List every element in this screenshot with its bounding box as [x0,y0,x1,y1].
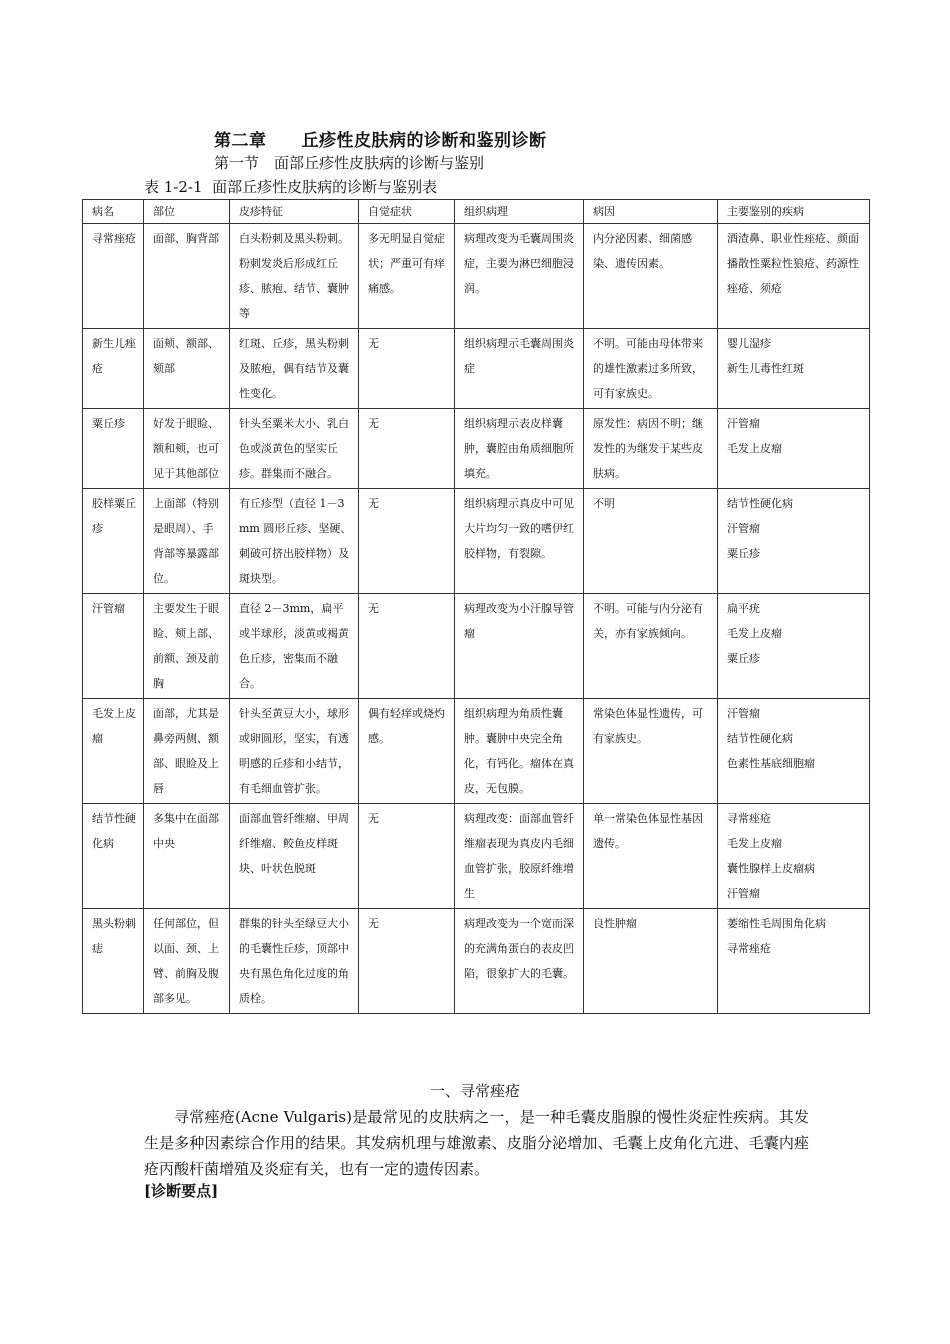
cell-pathology: 组织病理示真皮中可见大片均匀一致的嗜伊红胶样物，有裂隙。 [455,489,584,594]
differential-item: 汗管瘤 [727,417,760,430]
cell-disease-name: 汗管瘤 [83,594,144,699]
section-title: 第一节 面部丘疹性皮肤病的诊断与鉴别 [214,154,485,172]
cell-disease-name: 寻常痤疮 [83,224,144,329]
cell-features: 有丘疹型（直径 1－3mm 圆形丘疹、坚硬、刺破可挤出胶样物）及斑块型。 [230,489,359,594]
cell-pathology: 病理改变为小汗腺导管瘤 [455,594,584,699]
cell-symptoms: 无 [359,909,455,1014]
differential-item: 囊性腺样上皮瘤病 [727,862,815,875]
cell-features: 针头至黄豆大小，球形或卵圆形，坚实，有透明感的丘疹和小结节，有毛细血管扩张。 [230,699,359,804]
cell-site: 面颊、额部、颏部 [144,329,230,409]
differential-item: 寻常痤疮 [727,942,771,955]
cell-differential [718,594,870,699]
cell-pathology: 组织病理示毛囊周围炎症 [455,329,584,409]
cell-disease-name: 粟丘疹 [83,409,144,489]
differential-item: 婴儿湿疹 [727,337,771,350]
cell-disease-name: 胶样粟丘疹 [83,489,144,594]
cell-features: 直径 2－3mm，扁平或半球形，淡黄或褐黄色丘疹，密集而不融合。 [230,594,359,699]
cell-cause: 原发性：病因不明；继发性的为继发于某些皮肤病。 [584,409,718,489]
cell-pathology: 病理改变为毛囊周围炎症，主要为淋巴细胞浸润。 [455,224,584,329]
cell-cause: 不明 [584,489,718,594]
differential-item: 汗管瘤 [727,522,760,535]
cell-differential [718,224,870,329]
cell-disease-name: 毛发上皮瘤 [83,699,144,804]
cell-cause: 良性肿瘤 [584,909,718,1014]
differential-item: 新生儿毒性红斑 [727,362,804,375]
cell-symptoms: 无 [359,804,455,909]
table-row [83,909,870,1014]
differential-item: 寻常痤疮 [727,812,771,825]
differential-item: 扁平疣 [727,602,760,615]
table-body [83,224,870,1014]
column-header: 病名 [83,200,144,224]
cell-symptoms: 无 [359,489,455,594]
diagnosis-points-heading: [诊断要点] [144,1182,219,1200]
column-header: 自觉症状 [359,200,455,224]
cell-differential [718,804,870,909]
cell-differential [718,329,870,409]
cell-cause: 不明。可能由母体带来的雄性激素过多所致，可有家族史。 [584,329,718,409]
table-row [83,594,870,699]
cell-site: 好发于眼睑、额和颊，也可见于其他部位 [144,409,230,489]
cell-symptoms: 无 [359,409,455,489]
differential-item: 粟丘疹 [727,547,760,560]
differential-item: 汗管瘤 [727,707,760,720]
column-header: 皮疹特征 [230,200,359,224]
cell-site: 上面部（特别是眼周）、手背部等暴露部位。 [144,489,230,594]
differential-item: 色素性基底细胞瘤 [727,757,815,770]
column-header: 组织病理 [455,200,584,224]
cell-symptoms: 多无明显自觉症状；严重可有痒痛感。 [359,224,455,329]
cell-features: 白头粉刺及黑头粉刺。粉刺发炎后形成红丘疹、脓疱、结节、囊肿等 [230,224,359,329]
table-row [83,699,870,804]
differential-item: 毛发上皮瘤 [727,837,782,850]
differential-item: 毛发上皮瘤 [727,627,782,640]
cell-cause: 不明。可能与内分泌有关，亦有家族倾向。 [584,594,718,699]
table-caption: 表 1-2-1 面部丘疹性皮肤病的诊断与鉴别表 [144,178,438,196]
cell-disease-name: 黑头粉刺痣 [83,909,144,1014]
cell-pathology: 病理改变为一个宽而深的充满角蛋白的表皮凹陷，很象扩大的毛囊。 [455,909,584,1014]
cell-disease-name: 新生儿痤疮 [83,329,144,409]
column-header: 主要鉴别的疾病 [718,200,870,224]
differential-item: 毛发上皮瘤 [727,442,782,455]
cell-features: 红斑、丘疹，黑头粉刺及脓疱，偶有结节及囊性变化。 [230,329,359,409]
table-row [83,804,870,909]
differential-item: 汗管瘤 [727,887,760,900]
cell-differential [718,409,870,489]
cell-cause: 内分泌因素、细菌感染、遗传因素。 [584,224,718,329]
cell-features: 面部血管纤维瘤、甲周纤维瘤、鲛鱼皮样斑块、叶状色脱斑 [230,804,359,909]
cell-differential [718,489,870,594]
cell-site: 面部，尤其是鼻旁两侧、额部、眼睑及上唇 [144,699,230,804]
differential-item: 结节性硬化病 [727,497,793,510]
diagnosis-table [82,199,870,1014]
cell-cause: 单一常染色体显性基因遗传。 [584,804,718,909]
column-header: 部位 [144,200,230,224]
table-row [83,489,870,594]
cell-pathology: 组织病理为角质性囊肿。囊肿中央完全角化，有钙化。瘤体在真皮，无包膜。 [455,699,584,804]
cell-differential [718,699,870,804]
cell-disease-name: 结节性硬化病 [83,804,144,909]
cell-site: 面部、胸背部 [144,224,230,329]
cell-pathology: 组织病理示表皮样囊肿，囊腔由角质细胞所填充。 [455,409,584,489]
body-paragraph: 寻常痤疮(Acne Vulgaris)是最常见的皮肤病之一，是一种毛囊皮脂腺的慢性炎症性疾病。其发生是多种因素综合作用的结果。其发病机理与雄激素、皮脂分泌增加、毛囊上皮角化亢进、毛囊内痤疮丙酸杆菌增殖及炎症有关，也有一定的遗传因素。 [144,1108,809,1178]
chapter-title: 第二章 丘疹性皮肤病的诊断和鉴别诊断 [214,131,547,151]
table-row [83,329,870,409]
cell-symptoms: 无 [359,329,455,409]
differential-item: 萎缩性毛周围角化病 [727,917,826,930]
cell-pathology: 病理改变：面部血管纤维瘤表现为真皮内毛细血管扩张，胶原纤维增生 [455,804,584,909]
cell-symptoms: 偶有轻痒或烧灼感。 [359,699,455,804]
table-row [83,409,870,489]
cell-site: 主要发生于眼睑、颊上部、前额、颈及前胸 [144,594,230,699]
cell-symptoms: 无 [359,594,455,699]
differential-item: 粟丘疹 [727,652,760,665]
column-header: 病因 [584,200,718,224]
cell-features: 针头至粟米大小、乳白色或淡黄色的坚实丘疹。群集而不融合。 [230,409,359,489]
cell-site: 任何部位，但以面、颈、上臂、前胸及腹部多见。 [144,909,230,1014]
table-row [83,224,870,329]
cell-cause: 常染色体显性遗传，可有家族史。 [584,699,718,804]
differential-item: 酒渣鼻、职业性痤疮、颜面播散性粟粒性狼疮、药源性痤疮、须疮 [727,232,859,295]
cell-features: 群集的针头至绿豆大小的毛囊性丘疹，顶部中央有黑色角化过度的角质栓。 [230,909,359,1014]
cell-differential [718,909,870,1014]
cell-site: 多集中在面部中央 [144,804,230,909]
differential-item: 结节性硬化病 [727,732,793,745]
sub-heading: 一、寻常痤疮 [429,1082,520,1100]
table-header-row [83,200,870,224]
